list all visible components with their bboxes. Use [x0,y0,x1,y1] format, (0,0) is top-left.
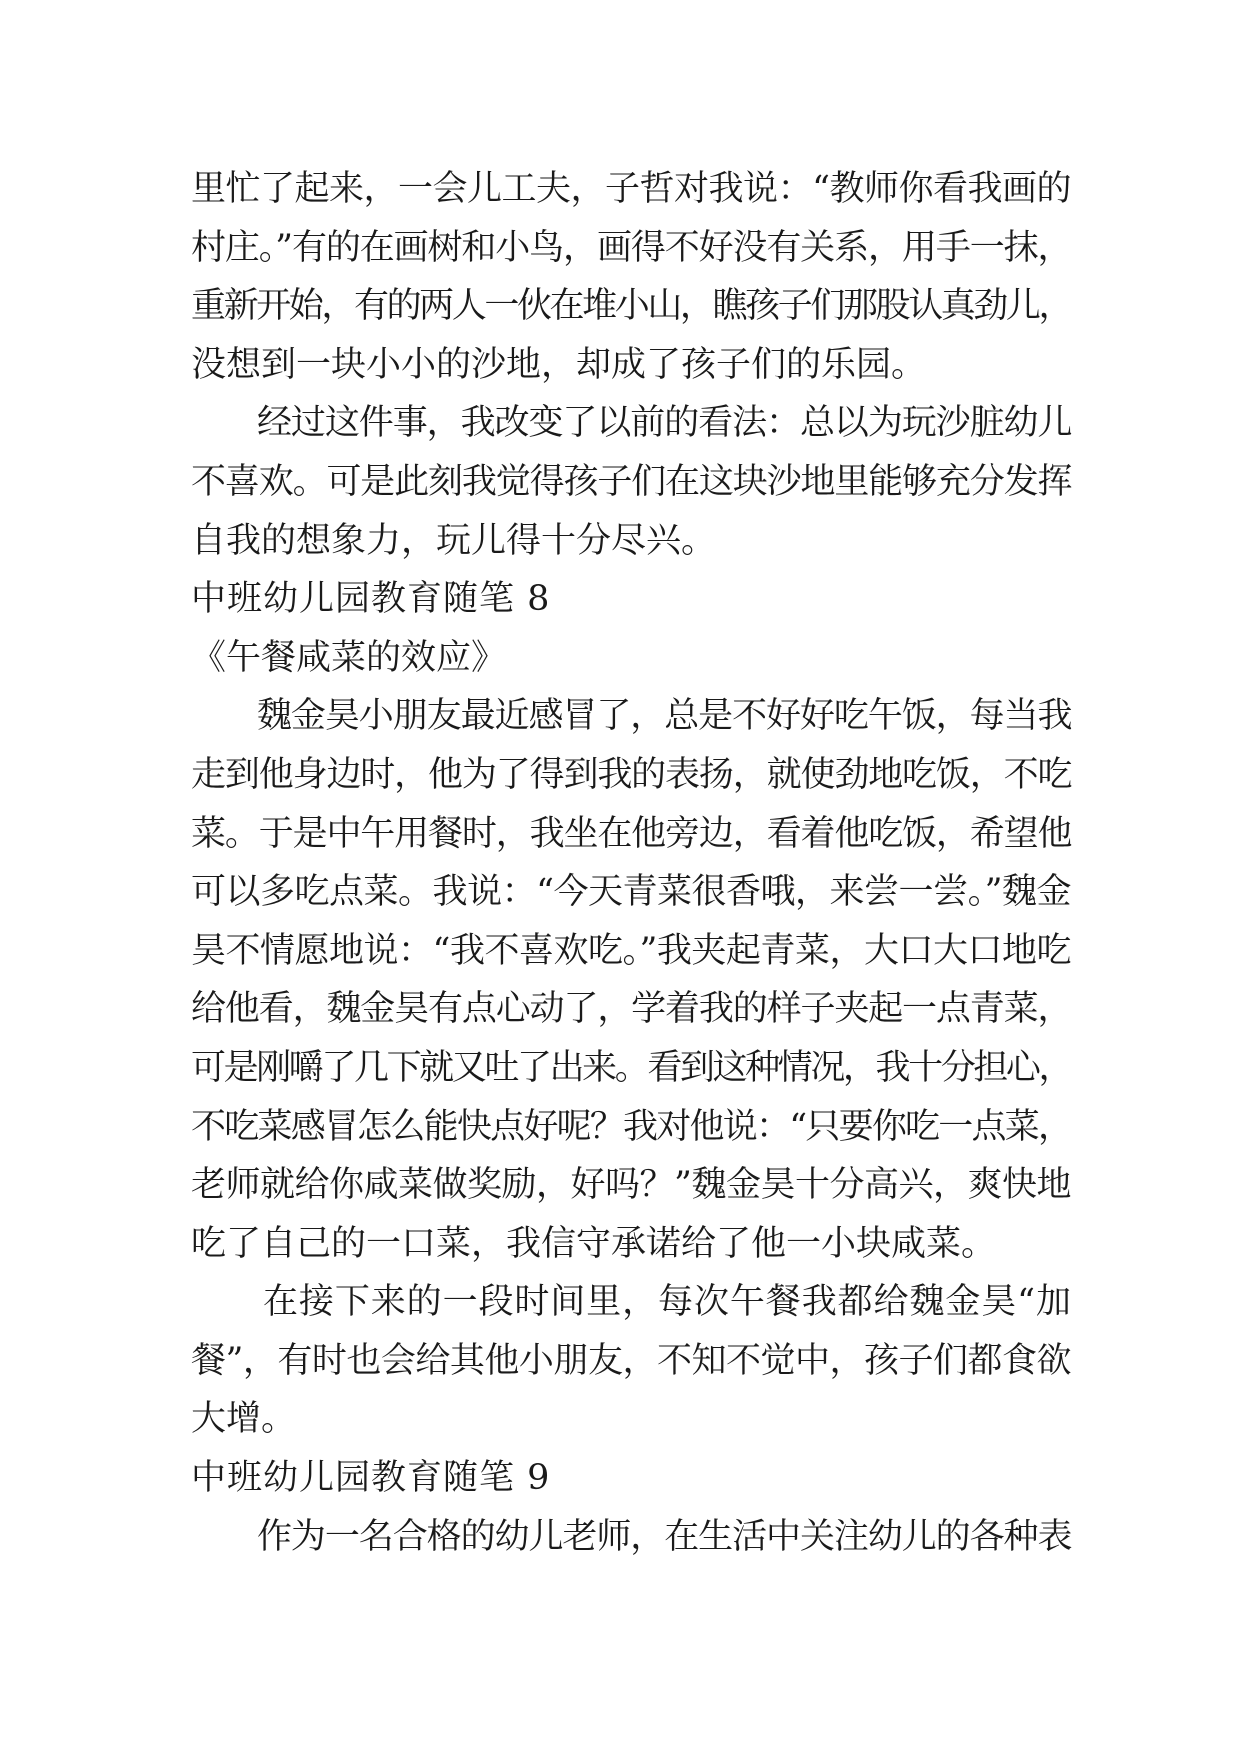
section-heading: 中班幼儿园教育随笔 8 [191,579,551,620]
body-line: 可是刚嚼了几下就又吐了出来。看到这种情况，我十分担心， [191,1047,1071,1088]
body-line: 没想到一块小小的沙地，却成了孩子们的乐园。 [191,344,927,385]
body-line: 自我的想象力，玩儿得十分尽兴。 [191,520,717,561]
body-line: 菜。于是中午用餐时，我坐在他旁边，看着他吃饭，希望他 [191,813,1071,854]
paragraph-first-line: 在接下来的一段时间里，每次午餐我都给魏金昊“加 [263,1282,1071,1323]
body-line: 吃了自己的一口菜，我信守承诺给了他一小块咸菜。 [191,1223,997,1264]
body-line: 走到他身边时，他为了得到我的表扬，就使劲地吃饭，不吃 [191,754,1071,795]
paragraph-first-line: 作为一名合格的幼儿老师，在生活中关注幼儿的各种表 [257,1516,1071,1557]
body-line: 餐”，有时也会给其他小朋友，不知不觉中，孩子们都食欲 [191,1340,1071,1381]
section-heading: 中班幼儿园教育随笔 9 [191,1458,551,1499]
body-line: 重新开始，有的两人一伙在堆小山，瞧孩子们那股认真劲儿， [191,286,1071,327]
body-line: 不喜欢。可是此刻我觉得孩子们在这块沙地里能够充分发挥 [191,461,1071,502]
body-line: 昊不情愿地说：“我不喜欢吃。”我夹起青菜，大口大口地吃 [191,930,1071,971]
body-line: 不吃菜感冒怎么能快点好呢？我对他说：“只要你吃一点菜， [191,1106,1071,1147]
body-line: 可以多吃点菜。我说：“今天青菜很香哦，来尝一尝。”魏金 [191,872,1071,913]
body-line: 村庄。”有的在画树和小鸟，画得不好没有关系，用手一抹， [191,227,1071,268]
paragraph-first-line: 经过这件事，我改变了以前的看法：总以为玩沙脏幼儿 [257,403,1071,444]
body-line: 大增。 [191,1399,297,1440]
body-line: 里忙了起来，一会儿工夫，子哲对我说：“教师你看我画的 [191,169,1071,209]
document-body [191,160,1071,1566]
essay-title: 《午餐咸菜的效应》 [191,637,507,678]
paragraph-first-line: 魏金昊小朋友最近感冒了，总是不好好吃午饭，每当我 [257,696,1071,737]
body-line: 老师就给你咸菜做奖励，好吗？”魏金昊十分高兴，爽快地 [191,1165,1071,1206]
body-line: 给他看，魏金昊有点心动了，学着我的样子夹起一点青菜， [191,989,1071,1030]
